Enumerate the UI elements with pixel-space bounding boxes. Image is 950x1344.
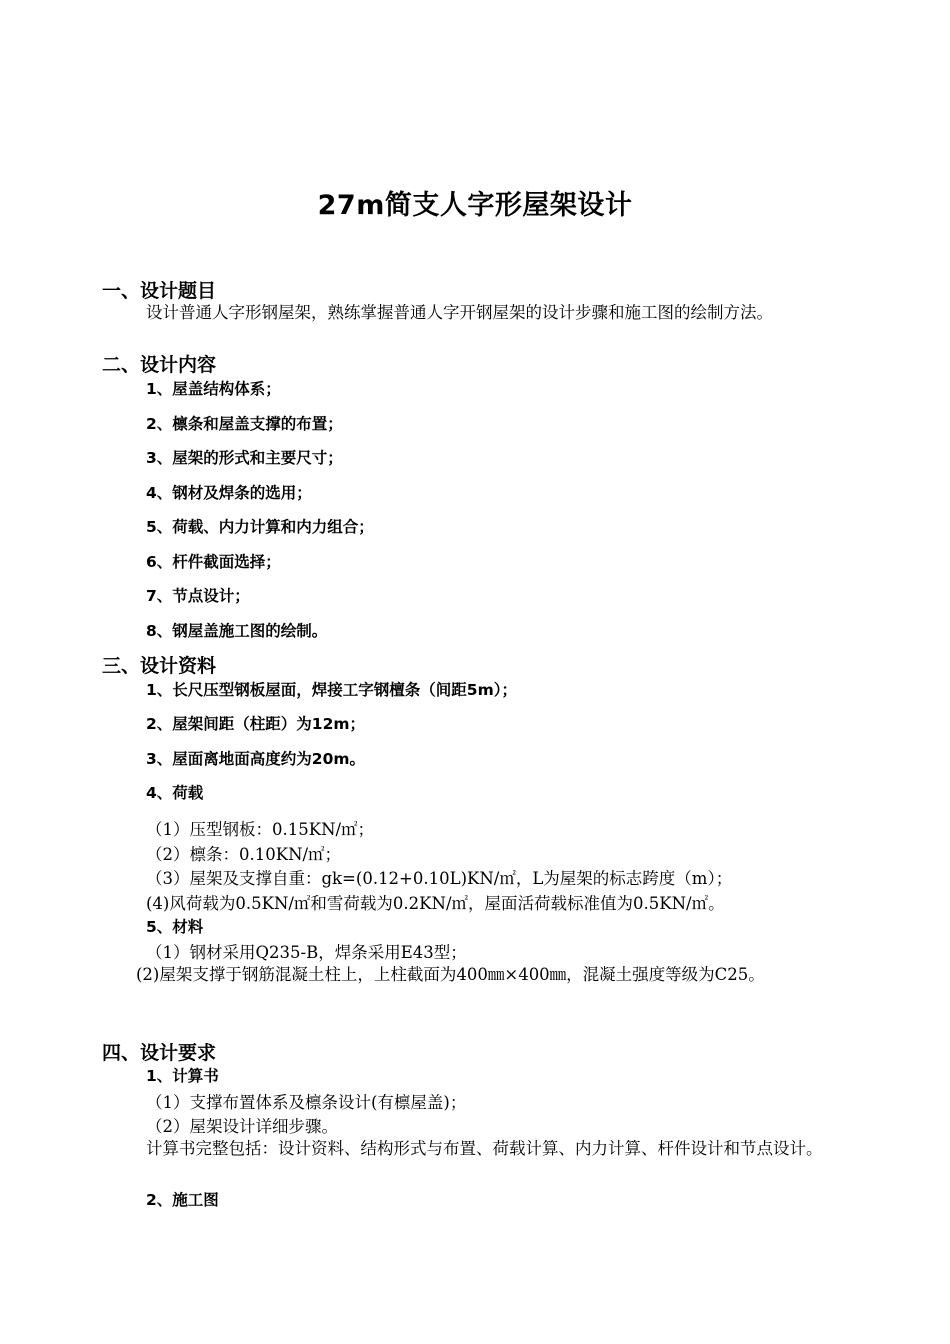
data-item: 2、屋架间距（柱距）为12m； bbox=[146, 715, 366, 733]
content-item: 8、钢屋盖施工图的绘制。 bbox=[146, 622, 328, 640]
content-item: 6、杆件截面选择； bbox=[146, 553, 281, 571]
requirement-item: 1、计算书 bbox=[146, 1067, 219, 1085]
topic-paragraph: 设计普通人字形钢屋架，熟练掌握普通人字开钢屋架的设计步骤和施工图的绘制方法。 bbox=[146, 303, 773, 322]
load-line: （2）檩条：0.10KN/㎡； bbox=[146, 845, 342, 864]
materials-label: 5、材料 bbox=[146, 918, 204, 936]
load-line: （1）压型钢板：0.15KN/㎡； bbox=[146, 820, 375, 839]
material-paragraph: (2)屋架支撑于钢筋混凝土柱上，上柱截面为400㎜×400㎜，混凝土强度等级为C25。 bbox=[136, 965, 765, 984]
content-item: 5、荷载、内力计算和内力组合； bbox=[146, 518, 374, 536]
load-line: (4)风荷载为0.5KN/㎡和雪荷载为0.2KN/㎡，屋面活荷载标准值为0.5KN/㎡。 bbox=[146, 894, 725, 913]
section-heading-topic: 一、设计题目 bbox=[102, 280, 217, 302]
load-line: （3）屋架及支撑自重：gk=(0.12+0.10L)KN/㎡，L为屋架的标志跨度（m）； bbox=[146, 869, 733, 888]
content-item: 2、檩条和屋盖支撑的布置； bbox=[146, 415, 343, 433]
material-line: （1）钢材采用Q235-B，焊条采用E43型； bbox=[146, 943, 467, 962]
document-title: 27m简支人字形屋架设计 bbox=[317, 190, 633, 221]
calc-line: （1）支撑布置体系及檩条设计(有檩屋盖)； bbox=[146, 1093, 467, 1112]
calc-line: （2）屋架设计详细步骤。 bbox=[146, 1117, 338, 1136]
calc-paragraph: 计算书完整包括：设计资料、结构形式与布置、荷载计算、内力计算、杆件设计和节点设计。 bbox=[146, 1139, 823, 1158]
requirement-item: 2、施工图 bbox=[146, 1191, 219, 1209]
section-heading-data: 三、设计资料 bbox=[102, 655, 217, 677]
content-item: 3、屋架的形式和主要尺寸； bbox=[146, 449, 343, 467]
content-item: 1、屋盖结构体系； bbox=[146, 380, 281, 398]
content-item: 7、节点设计； bbox=[146, 587, 250, 605]
content-item: 4、钢材及焊条的选用； bbox=[146, 484, 312, 502]
section-heading-requirements: 四、设计要求 bbox=[102, 1042, 217, 1064]
data-item: 1、长尺压型钢板屋面，焊接工字钢檀条（间距5m）； bbox=[146, 681, 517, 699]
data-item: 3、屋面离地面高度约为20m。 bbox=[146, 750, 366, 768]
section-heading-content: 二、设计内容 bbox=[102, 354, 217, 376]
data-item: 4、荷载 bbox=[146, 784, 204, 802]
